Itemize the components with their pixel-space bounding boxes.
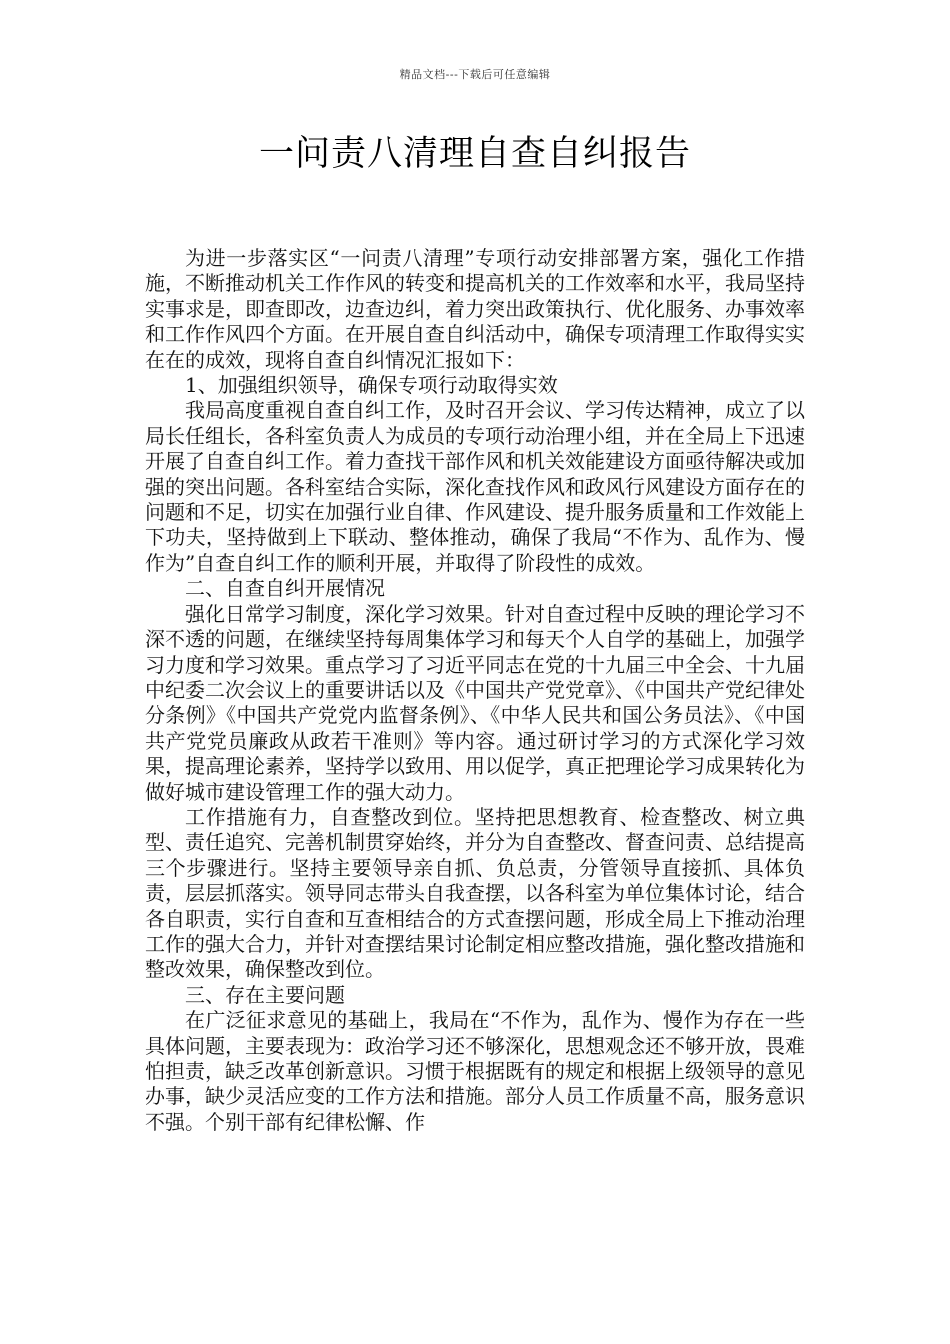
paragraph-problems: 在广泛征求意见的基础上，我局在“不作为，乱作为、慢作为存在一些具体问题，主要表现为：政治学习还不够深化，思想观念还不够开放，畏难怕担责，缺乏改革创新意识。习惯于根据既有的规定和根据上级领导的意见办事，缺少灵活应变的工作方法和措施。部分人员工作质量不高，服务意识不强。个别干部有纪律松懈、作 bbox=[145, 1008, 805, 1134]
paragraph-intro: 为进一步落实区“一问责八清理”专项行动安排部署方案，强化工作措施，不断推动机关工作作风的转变和提高机关的工作效率和水平，我局坚持实事求是，即查即改，边查边纠，着力突出政策执行、优化服务、办事效率和工作作风四个方面。在开展自查自纠活动中，确保专项清理工作取得实实在在的成效，现将自查自纠情况汇报如下： bbox=[145, 246, 805, 372]
paragraph-study: 强化日常学习制度，深化学习效果。针对自查过程中反映的理论学习不深不透的问题，在继续坚持每周集体学习和每天个人自学的基础上，加强学习力度和学习效果。重点学习了习近平同志在党的十九届三中全会、十九届中纪委二次会议上的重要讲话以及《中国共产党党章》、《中国共产党纪律处分条例》《中国共产党党内监督条例》、《中华人民共和国公务员法》、《中国共产党党员廉政从政若干准则》等内容。通过研讨学习的方式深化学习效果，提高理论素养，坚持学以致用、用以促学，真正把理论学习成果转化为做好城市建设管理工作的强大动力。 bbox=[145, 601, 805, 804]
document-body bbox=[145, 246, 805, 1135]
paragraph-measures: 工作措施有力，自查整改到位。坚持把思想教育、检查整改、树立典型、责任追究、完善机制贯穿始终，并分为自查整改、督查问责、总结提高三个步骤进行。坚持主要领导亲自抓、负总责，分管领导直接抓、具体负责，层层抓落实。领导同志带头自我查摆，以各科室为单位集体讨论，结合各自职责，实行自查和互查相结合的方式查摆问题，形成全局上下推动治理工作的强大合力，并针对查摆结果讨论制定相应整改措施，强化整改措施和整改效果，确保整改到位。 bbox=[145, 804, 805, 982]
document-title: 一问责八清理自查自纠报告 bbox=[258, 134, 691, 174]
document-header-note: 精品文档---下载后可任意编辑 bbox=[399, 68, 551, 81]
paragraph-organization: 我局高度重视自查自纠工作，及时召开会议、学习传达精神，成立了以局长任组长，各科室负责人为成员的专项行动治理小组，并在全局上下迅速开展了自查自纠工作。着力查找干部作风和机关效能建设方面亟待解决或加强的突出问题。各科室结合实际，深化查找作风和政风行风建设方面存在的问题和不足，切实在加强行业自律、作风建设、提升服务质量和工作效能上下功夫，坚持做到上下联动、整体推动，确保了我局“不作为、乱作为、慢作为”自查自纠工作的顺利开展，并取得了阶段性的成效。 bbox=[145, 398, 805, 575]
section-heading-1: 1、加强组织领导，确保专项行动取得实效 bbox=[185, 373, 558, 398]
section-heading-2: 二、自查自纠开展情况 bbox=[185, 576, 385, 601]
section-heading-3: 三、存在主要问题 bbox=[185, 982, 345, 1007]
